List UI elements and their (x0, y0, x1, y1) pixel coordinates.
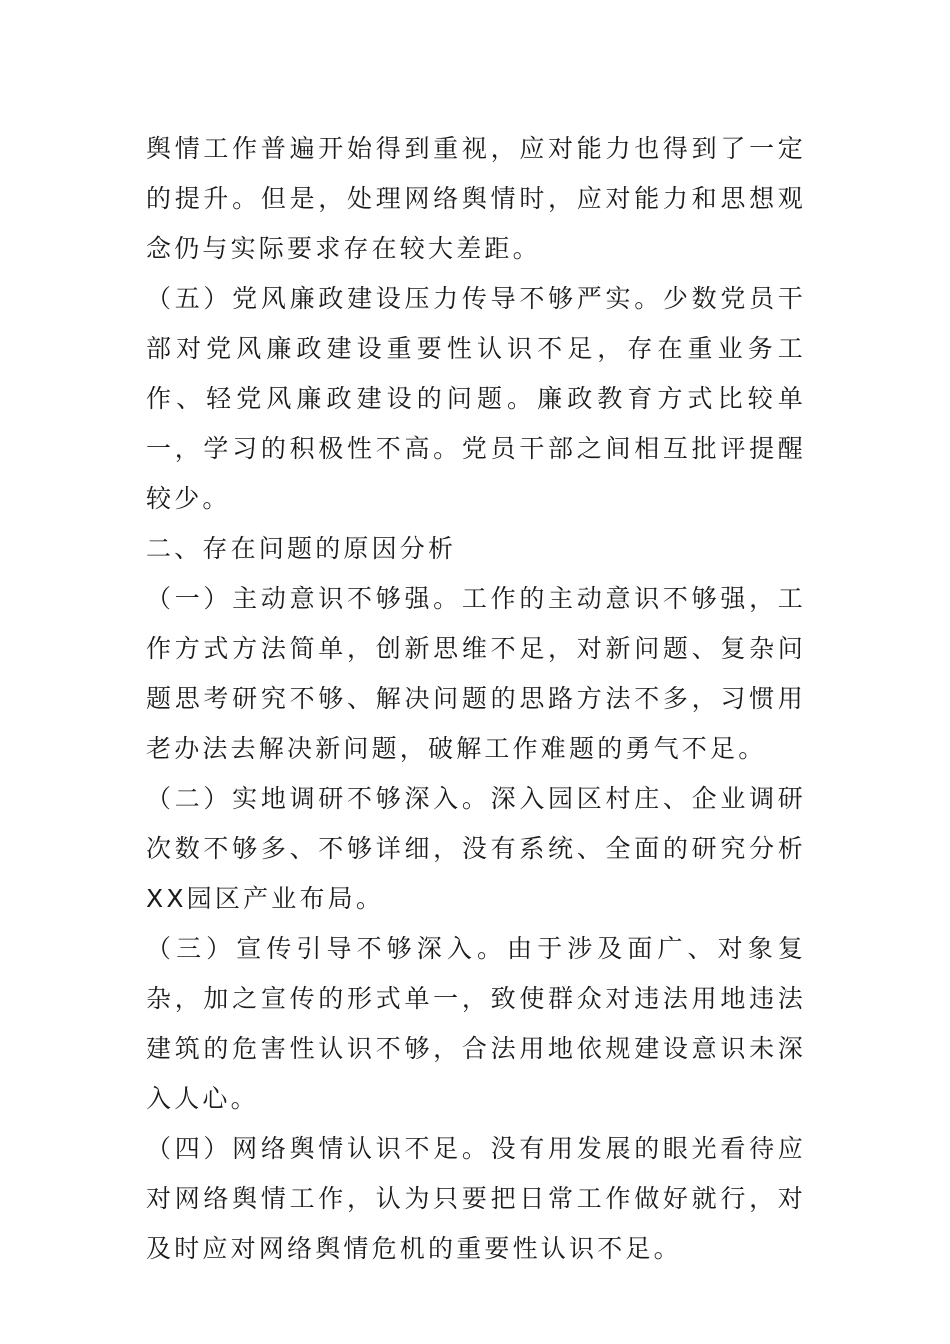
paragraph-cause-one: （一）主动意识不够强。工作的主动意识不够强，工作方式方法简单，创新思维不足，对新问题、复杂问题思考研究不够、解决问题的思路方法不多，习惯用老办法去解决新问题，破解工作难题的勇气不足。 (146, 584, 806, 763)
paragraph-cause-two: （二）实地调研不够深入。深入园区村庄、企业调研次数不够多、不够详细，没有系统、全面的研究分析XX园区产业布局。 (146, 784, 806, 913)
paragraph-item-five: （五）党风廉政建设压力传导不够严实。少数党员干部对党风廉政建设重要性认识不足，存在重业务工作、轻党风廉政建设的问题。廉政教育方式比较单一，学习的积极性不高。党员干部之间相互批评提醒较少。 (146, 284, 806, 513)
document-body (146, 124, 806, 1274)
paragraph-continuation: 舆情工作普遍开始得到重视，应对能力也得到了一定的提升。但是，处理网络舆情时，应对能力和思想观念仍与实际要求存在较大差距。 (146, 134, 806, 263)
paragraph-cause-three: （三）宣传引导不够深入。由于涉及面广、对象复杂，加之宣传的形式单一，致使群众对违法用地违法建筑的危害性认识不够，合法用地依规建设意识未深入人心。 (146, 934, 806, 1113)
paragraph-cause-four: （四）网络舆情认识不足。没有用发展的眼光看待应对网络舆情工作，认为只要把日常工作做好就行，对及时应对网络舆情危机的重要性认识不足。 (146, 1134, 806, 1263)
section-heading-cause-analysis: 二、存在问题的原因分析 (146, 534, 457, 563)
